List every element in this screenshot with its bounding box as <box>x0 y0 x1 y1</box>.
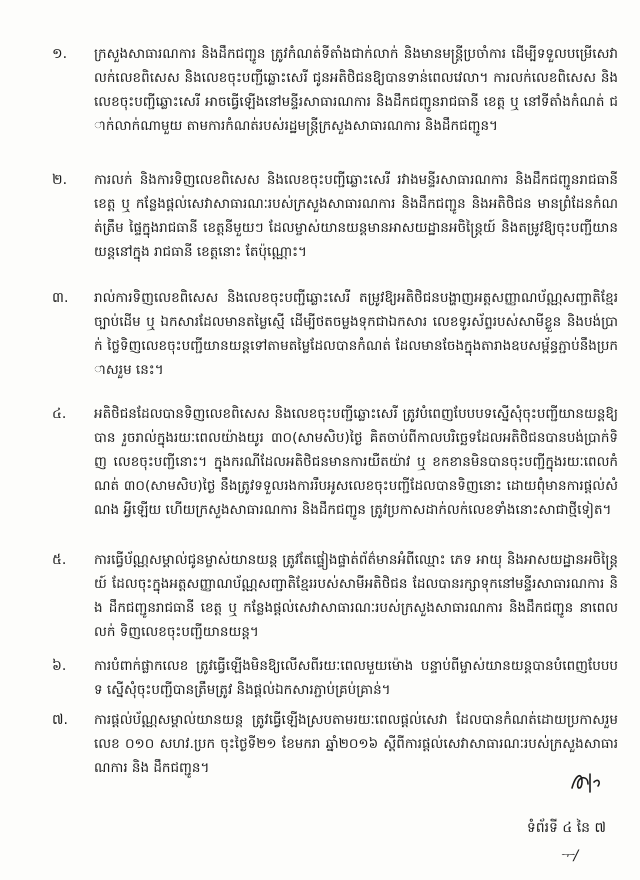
list-item-3 <box>52 286 618 382</box>
item-number: ៣. <box>52 290 69 306</box>
item-number: ៦. <box>52 658 67 674</box>
list-item-5 <box>52 548 618 644</box>
list-item-2 <box>52 168 618 264</box>
page-number: ទំព័រទី ៤ នៃ ៧ <box>526 820 606 836</box>
item-text: ការធ្វើប័ណ្ណសម្គាល់ជូនម្ចាស់យានយន្ត ត្រូវតែផ្ទៀងផ្ទាត់ព័ត៌មានអំពីឈ្មោះ ភេទ អាយុ និងអាសយដ្ឋានអចិន្ត្រៃយ៍ ដែលចុះក្នុងអត្តសញ្ញាណប័ណ្ណសញ្ជាតិខ្មែររបស់សាមីអតិថិជន ដែលបានរក្សាទុកនៅមន្ទីរសាធារណការ និង ដឹកជញ្ជូនរាជធានី ខេត្ត ឬ កន្លែងផ្តល់សេវាសាធារណៈរបស់ក្រសួងសាធារណការ និងដឹកជញ្ជូន នាពេលលក់ ទិញលេខចុះបញ្ជីយានយន្ត។ <box>94 552 618 640</box>
item-number: ៧. <box>52 712 68 728</box>
list-item-1 <box>52 42 618 138</box>
item-text: ការលក់ និងការទិញលេខពិសេស និងលេខចុះបញ្ជីឆ្លោះសេរី រវាងមន្ទីរសាធារណការ និងដឹកជញ្ជូនរាជធានី ខេត្ត ឬ កន្លែងផ្តល់សេវាសាធារណៈរបស់ក្រសួងសាធារណការ និងដឹកជញ្ជូន និងអតិថិជន មានព្រំដែនកំណត់ត្រឹម ផ្ទៃក្នុងរាជធានី ខេត្តនីមួយៗ ដែលម្ចាស់យានយន្តមានអាសយដ្ឋានអចិន្ត្រៃយ៍ និងតម្រូវឱ្យចុះបញ្ជីយានយន្តនៅក្នុង រាជធានី ខេត្តនោះ តែប៉ុណ្ណោះ។ <box>94 172 618 260</box>
item-text: រាល់ការទិញលេខពិសេស និងលេខចុះបញ្ជីឆ្លោះសេរី តម្រូវឱ្យអតិថិជនបង្ហាញអត្តសញ្ញាណប័ណ្ណសញ្ជាតិខ្មែរ ច្បាប់ដើម ឬ ឯកសារដែលមានតម្លៃស្មើ ដើម្បីថតចម្លងទុកជាឯកសារ លេខទូរស័ព្ទរបស់សាមីខ្លួន និងបង់ប្រាក់ ថ្លៃទិញលេខចុះបញ្ជីយានយន្តទៅតាមតម្លៃដែលបានកំណត់ ដែលមានចែងក្នុងតារាងឧបសម្ព័ន្ធភ្ជាប់នឹងប្រកាសរួម នេះ។ <box>94 290 618 378</box>
footer-handwritten-mark: ᅮ/ <box>560 848 579 864</box>
item-text: ក្រសួងសាធារណការ និងដឹកជញ្ជូន ត្រូវកំណត់ទីតាំងជាក់លាក់ និងមានមន្ត្រីប្រចាំការ ដើម្បីទទួលបម្រើសេវា លក់លេខពិសេស និងលេខចុះបញ្ជីឆ្លោះសេរី ជូនអតិថិជនឱ្យបានទាន់ពេលវេលា។ ការលក់លេខពិសេស និងលេខចុះបញ្ជីឆ្លោះសេរី អាចធ្វើឡើងនៅមន្ទីរសាធារណការ និងដឹកជញ្ជូនរាជធានី ខេត្ត ឬ នៅទីតាំងកំណត់ ជាក់លាក់ណាមួយ តាមការកំណត់របស់រដ្ឋមន្ត្រីក្រសួងសាធារណការ និងដឹកជញ្ជូន។ <box>94 46 618 134</box>
list-item-4 <box>52 402 618 522</box>
item-number: ៥. <box>52 552 67 568</box>
list-item-7 <box>52 708 618 780</box>
item-text: ការផ្តល់ប័ណ្ណសម្គាល់យានយន្ត ត្រូវធ្វើឡើងស្របតាមរយៈពេលផ្តល់សេវា ដែលបានកំណត់ដោយប្រកាសរួមលេខ ០១០ សហវ.ប្រក ចុះថ្ងៃទី២១ ខែមករា ឆ្នាំ២០១៦ ស្តីពីការផ្តល់សេវាសាធារណៈរបស់ក្រសួងសាធារណការ និង ដឹកជញ្ជូន។ <box>94 712 618 776</box>
item-text: ការបំពាក់ផ្លាកលេខ ត្រូវធ្វើឡើងមិនឱ្យលើសពីរយៈពេលមួយម៉ោង បន្ទាប់ពីម្ចាស់យានយន្តបានបំពេញបែបបទ ស្នើសុំចុះបញ្ជីបានត្រឹមត្រូវ និងផ្តល់ឯកសារភ្ជាប់គ្រប់គ្រាន់។ <box>94 658 618 698</box>
list-item-6 <box>52 654 618 702</box>
item-number: ២. <box>52 172 68 188</box>
item-number: ៤. <box>52 406 67 422</box>
item-text: អតិថិជនដែលបានទិញលេខពិសេស និងលេខចុះបញ្ជីឆ្លោះសេរី ត្រូវបំពេញបែបបទស្នើសុំចុះបញ្ជីយានយន្តឱ្យបាន រួចរាល់ក្នុងរយៈពេលយ៉ាងយូរ ៣០(សាមសិប)ថ្ងៃ គិតចាប់ពីកាលបរិច្ឆេទដែលអតិថិជនបានបង់ប្រាក់ទិញ លេខចុះបញ្ជីនោះ។ ក្នុងករណីដែលអតិថិជនមានការយឺតយ៉ាវ ឬ ខកខានមិនបានចុះបញ្ជីក្នុងរយៈពេលកំណត់ ៣០(សាមសិប)ថ្ងៃ នឹងត្រូវទទួលរងការរឹបអូសលេខចុះបញ្ជីដែលបានទិញនោះ ដោយពុំមានការផ្តល់សំណង អ្វីឡើយ ហើយក្រសួងសាធារណការ និងដឹកជញ្ជូន ត្រូវប្រកាសដាក់លក់លេខទាំងនោះសាជាថ្មីទៀត។ <box>94 406 618 518</box>
initials-signature-icon <box>568 768 604 796</box>
item-number: ១. <box>52 46 68 62</box>
